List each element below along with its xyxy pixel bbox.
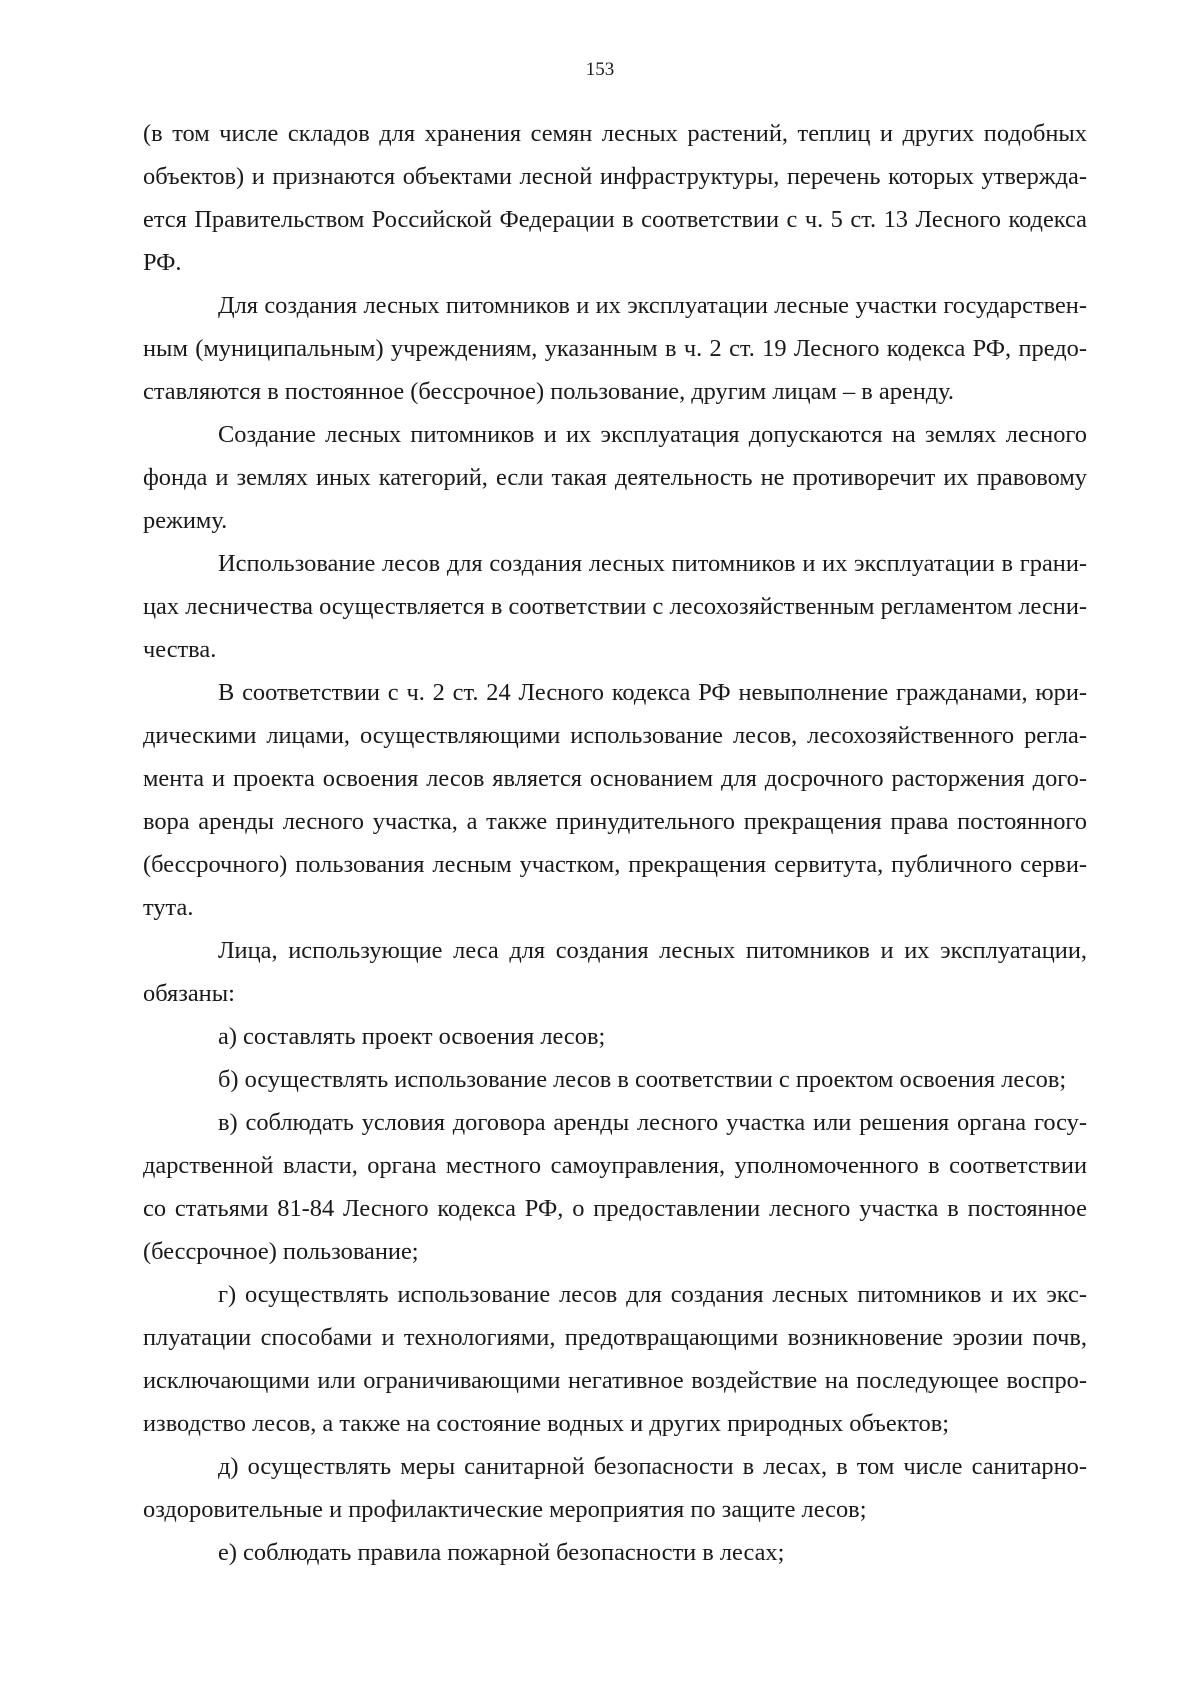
text-line: объектов) и признаются объектами лесной инфраструктуры, перечень которых утвержда- — [143, 163, 1087, 190]
text-line: тута. — [143, 894, 194, 921]
text-line: оздоровительные и профилактические мероприятия по защите лесов; — [143, 1496, 867, 1523]
text-line: Создание лесных питомников и их эксплуатация допускаются на землях лесного — [218, 421, 1087, 448]
paragraph — [143, 1058, 1087, 1101]
paragraph — [143, 671, 1087, 929]
text-line: ется Правительством Российской Федерации в соответствии с ч. 5 ст. 13 Лесного кодекса — [143, 206, 1087, 233]
paragraph — [143, 1101, 1087, 1273]
text-line: цах лесничества осуществляется в соответствии с лесохозяйственным регламентом лесни- — [143, 593, 1087, 620]
paragraph — [143, 1015, 1087, 1058]
paragraph — [143, 1531, 1087, 1574]
text-line: б) осуществлять использование лесов в соответствии с проектом освоения лесов; — [218, 1066, 1067, 1093]
text-line: (в том числе складов для хранения семян лесных растений, теплиц и других подобных — [143, 120, 1087, 147]
body-text — [143, 112, 1087, 1574]
paragraph — [143, 112, 1087, 284]
text-line: вора аренды лесного участка, а также принудительного прекращения права постоянного — [143, 808, 1087, 835]
text-line: Для создания лесных питомников и их эксплуатации лесные участки государствен- — [218, 292, 1087, 319]
text-line: В соответствии с ч. 2 ст. 24 Лесного кодекса РФ невыполнение гражданами, юри- — [218, 679, 1087, 706]
text-line: ным (муниципальным) учреждениям, указанным в ч. 2 ст. 19 Лесного кодекса РФ, предо- — [143, 335, 1087, 362]
text-line: а) составлять проект освоения лесов; — [218, 1023, 606, 1050]
page-number: 153 — [585, 59, 615, 80]
text-line: дическими лицами, осуществляющими использование лесов, лесохозяйственного регла- — [143, 722, 1087, 749]
text-line: обязаны: — [143, 980, 235, 1007]
paragraph — [143, 1445, 1087, 1531]
text-line: г) осуществлять использование лесов для создания лесных питомников и их экс- — [218, 1281, 1087, 1308]
text-line: РФ. — [143, 249, 182, 276]
text-line: изводство лесов, а также на состояние водных и других природных объектов; — [143, 1410, 950, 1437]
paragraph — [143, 929, 1087, 1015]
text-line: режиму. — [143, 507, 228, 534]
paragraph — [143, 284, 1087, 413]
text-line: е) соблюдать правила пожарной безопасности в лесах; — [218, 1539, 785, 1566]
text-line: Использование лесов для создания лесных питомников и их эксплуатации в грани- — [218, 550, 1087, 577]
paragraph — [143, 413, 1087, 542]
text-line: ставляются в постоянное (бессрочное) пользование, другим лицам – в аренду. — [143, 378, 955, 405]
text-line: исключающими или ограничивающими негативное воздействие на последующее воспро- — [143, 1367, 1087, 1394]
text-line: чества. — [143, 636, 217, 663]
text-line: дарственной власти, органа местного самоуправления, уполномоченного в соответствии — [143, 1152, 1087, 1179]
text-line: со статьями 81-84 Лесного кодекса РФ, о предоставлении лесного участка в постоянное — [143, 1195, 1087, 1222]
text-line: д) осуществлять меры санитарной безопасности в лесах, в том числе санитарно- — [218, 1453, 1087, 1480]
text-line: (бессрочного) пользования лесным участком, прекращения сервитута, публичного серви- — [143, 851, 1087, 878]
text-line: (бессрочное) пользование; — [143, 1238, 419, 1265]
text-line: мента и проекта освоения лесов является основанием для досрочного расторжения дого- — [143, 765, 1087, 792]
text-line: Лица, использующие леса для создания лесных питомников и их эксплуатации, — [218, 937, 1087, 964]
paragraph — [143, 542, 1087, 671]
text-line: в) соблюдать условия договора аренды лесного участка или решения органа госу- — [218, 1109, 1087, 1136]
text-line: плуатации способами и технологиями, предотвращающими возникновение эрозии почв, — [143, 1324, 1087, 1351]
paragraph — [143, 1273, 1087, 1445]
text-line: фонда и землях иных категорий, если такая деятельность не противоречит их правовому — [143, 464, 1087, 491]
